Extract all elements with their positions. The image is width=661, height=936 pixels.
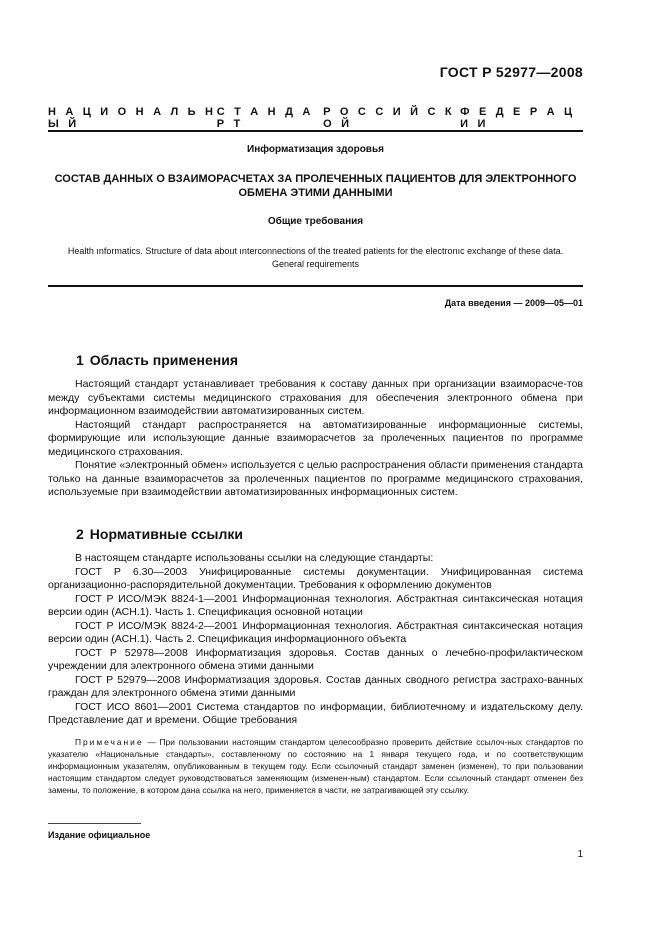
section-scope [48, 352, 583, 500]
page-number: 1 [577, 849, 583, 860]
section-normative-references [48, 526, 583, 796]
banner-word: Н А Ц И О Н А Л Ь Н Ы Й [48, 106, 217, 130]
banner-divider [48, 130, 583, 132]
banner-word: Р О С С И Й С К О Й [323, 106, 455, 130]
paragraph: Понятие «электронный обмен» используется с целью распространения области применения стандарта только на данные взаиморасчетов за пролеченных пациентов по программе медицинского страхования, используемые при взаимодействии автоматизированных информационных систем. [48, 459, 583, 498]
title-divider [48, 285, 583, 287]
document-title: СОСТАВ ДАННЫХ О ВЗАИМОРАСЧЕТАХ ЗА ПРОЛЕЧЕННЫХ ПАЦИЕНТОВ ДЛЯ ЭЛЕКТРОННОГО ОБМЕНА ЭТИМИ ДАННЫМИ [54, 173, 577, 199]
paragraph: Настоящий стандарт распространяется на автоматизированные информационные системы, формирующие или использующие данные взаиморасчетов за пролеченных пациентов по программе медицинского страхования. [48, 418, 583, 458]
edition-label: Издание официальное [48, 830, 151, 840]
note-text: — При пользовании настоящим стандартом целесообразно проверить действие ссылоч-ных стандартов по указателю «Национальные стандарты», составленному по состоянию на 1 января текущего года, и по соответствующим информационным указателям, опубликованным в текущем году. Если ссылочный стандарт заменен (изменен), то при пользовании настоящим стандартом следует руководствоваться заменяющим (изменен-ным) стандартом. Если ссылочный стандарт отменен без замены, то положение, в котором дана ссылка на него, применяется в части, не затрагивающей эту ссылку. [48, 736, 583, 795]
reference-item: ГОСТ Р ИСО/МЭК 8824-1—2001 Информационная технология. Абстрактная синтаксическая нотация версии один (АСН.1). Часть 1. Спецификация основной нотации [48, 592, 583, 618]
standard-id: ГОСТ Р 52977—2008 [439, 64, 583, 80]
paragraph: Настоящий стандарт устанавливает требования к составу данных при организации взаиморасче-тов между субъектами системы медицинского страхования для обеспечения электронного обмена при информационном взаимодействии автоматизированных систем. [48, 378, 583, 417]
national-standard-banner [48, 106, 583, 130]
document-subtitle: Общие требования [267, 216, 364, 227]
reference-item: ГОСТ Р 52979—2008 Информатизация здоровья. Состав данных сводного регистра застрахо-ванных граждан для электронного обмена этими данными [48, 673, 583, 699]
section-heading [48, 352, 583, 368]
section-number: 1 [76, 352, 84, 368]
section-heading [48, 526, 583, 542]
reference-item: ГОСТ Р 6.30—2003 Унифицированные системы документации. Унифицированная система организационно-распорядительной документации. Требования к оформлению документов [48, 565, 583, 591]
note-label: Примечание [75, 736, 144, 747]
reference-item: ГОСТ Р 52978—2008 Информатизация здоровья. Состав данных о лечебно-профилактическом учреждении для электронного обмена этими данными [48, 646, 583, 672]
introduction-date: Дата введения — 2009—05—01 [444, 298, 583, 308]
english-title: Health ınformatics. Structure of data about ınterconnections of the treated patients for the electronıc exchange of these data. General requirements [67, 246, 564, 269]
section-number: 2 [76, 526, 84, 542]
footer-divider [48, 823, 141, 824]
section-title: Область применения [89, 352, 239, 368]
reference-item: ГОСТ Р ИСО/МЭК 8824-2—2001 Информационная технология. Абстрактная синтаксическая нотация версии один (АСН.1). Часть 2. Спецификация информационного объекта [48, 619, 583, 645]
banner-word: С Т А Н Д А Р Т [216, 106, 314, 130]
topic-heading: Информатизация здоровья [247, 144, 384, 155]
banner-word: Ф Е Д Е Р А Ц И И [460, 106, 576, 130]
section-title: Нормативные ссылки [89, 526, 243, 542]
reference-item: ГОСТ ИСО 8601—2001 Система стандартов по информации, библиотечному и издательскому делу. Представление дат и времени. Общие требования [48, 700, 583, 726]
paragraph: В настоящем стандарте использованы ссылки на следующие стандарты: [75, 552, 434, 564]
note [48, 736, 583, 796]
